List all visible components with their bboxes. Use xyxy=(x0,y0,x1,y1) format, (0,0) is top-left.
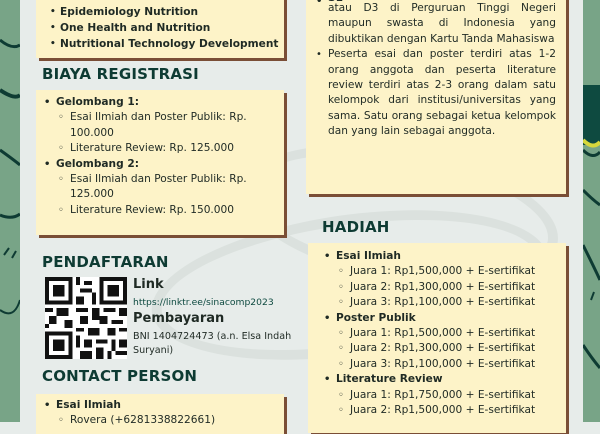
gelombang-2 xyxy=(42,157,278,219)
link-label: Link xyxy=(133,277,164,292)
payment-details: BNI 1404724473 (a.n. Elsa Indah Suryani) xyxy=(133,331,292,356)
prize-item: ◦ Juara 3: Rp1,100,000 + E-sertifikat xyxy=(336,295,562,310)
hadiah-card xyxy=(308,243,566,433)
requirements-card xyxy=(306,0,566,194)
requirement-text: atau D3 di Perguruan Tinggi Negeri maupun swasta di Indonesia yang dibuktikan dengan Kartu Tanda Mahasiswa xyxy=(328,2,556,45)
prize-category-label: Poster Publik xyxy=(336,311,416,324)
requirement-item xyxy=(314,47,556,139)
prize-category xyxy=(322,249,562,311)
contact-category xyxy=(42,398,278,429)
topics-card xyxy=(36,0,284,58)
prize-item: ◦ Juara 1: Rp1,500,000 + E-sertifikat xyxy=(336,264,562,279)
contact-person-heading: CONTACT PERSON xyxy=(42,367,198,385)
requirement-text-cut xyxy=(328,0,556,1)
leaf-pattern-icon xyxy=(583,0,600,422)
prize-item: ◦ Juara 1: Rp1,750,000 + E-sertifikat xyxy=(336,388,562,403)
gelombang-1-label: Gelombang 1: xyxy=(56,96,139,108)
prize-item: ◦ Juara 2: Rp1,300,000 + E-sertifikat xyxy=(336,280,562,295)
topic-item: • Epidemiology Nutrition xyxy=(50,4,278,20)
gelombang-1 xyxy=(42,95,278,157)
prize-item: ◦ Juara 2: Rp1,300,000 + E-sertifikat xyxy=(336,341,562,356)
prize-item: ◦ Juara 2: Rp1,500,000 + E-sertifikat xyxy=(336,403,562,418)
requirement-text: Peserta esai dan poster terdiri atas 1-2 orang anggota dan peserta literature review terdiri atas 2-3 orang dalam satu kelompok dari institusi/universitas yang sama. Satu orang sebagai ketua kelompok dan yang lain sebagai anggota. xyxy=(328,48,556,138)
prize-item: ◦ Juara 1: Rp1,500,000 + E-sertifikat xyxy=(336,326,562,341)
contact-item: ◦ Rovera (+6281338822661) xyxy=(56,413,278,428)
leaf-pattern-icon xyxy=(0,0,20,422)
registration-link[interactable]: https://linktr.ee/sinacomp2023 xyxy=(133,297,274,308)
prize-category xyxy=(322,372,562,418)
fee-item: ◦ Esai Ilmiah dan Poster Publik: Rp. 100.000 xyxy=(56,110,278,141)
prize-category-label: Literature Review xyxy=(336,373,443,386)
gelombang-2-label: Gelombang 2: xyxy=(56,157,139,170)
payment-label: Pembayaran xyxy=(133,311,225,326)
prize-category-label: Esai Ilmiah xyxy=(336,250,401,262)
fee-item: ◦ Esai Ilmiah dan Poster Publik: Rp. 125.000 xyxy=(56,172,278,203)
contact-category-label: Esai Ilmiah xyxy=(56,399,121,411)
topic-item: • Nutritional Technology Development xyxy=(50,36,278,52)
left-decorative-panel xyxy=(0,0,20,422)
requirement-item xyxy=(314,0,556,47)
pendaftaran-heading: PENDAFTARAN xyxy=(42,253,169,271)
topic-item: • One Health and Nutrition xyxy=(50,20,278,36)
contact-person-card xyxy=(36,394,284,434)
registration-qr-code[interactable] xyxy=(45,277,127,359)
fee-item: ◦ Literature Review: Rp. 150.000 xyxy=(56,203,278,218)
right-decorative-panel xyxy=(583,0,600,422)
hadiah-heading: HADIAH xyxy=(322,218,390,236)
fee-item: ◦ Literature Review: Rp. 125.000 xyxy=(56,141,278,156)
prize-item: ◦ Juara 3: Rp1,100,000 + E-sertifikat xyxy=(336,357,562,372)
biaya-registrasi-card xyxy=(36,90,284,235)
biaya-registrasi-heading: BIAYA REGISTRASI xyxy=(42,65,199,83)
prize-category xyxy=(322,311,562,373)
